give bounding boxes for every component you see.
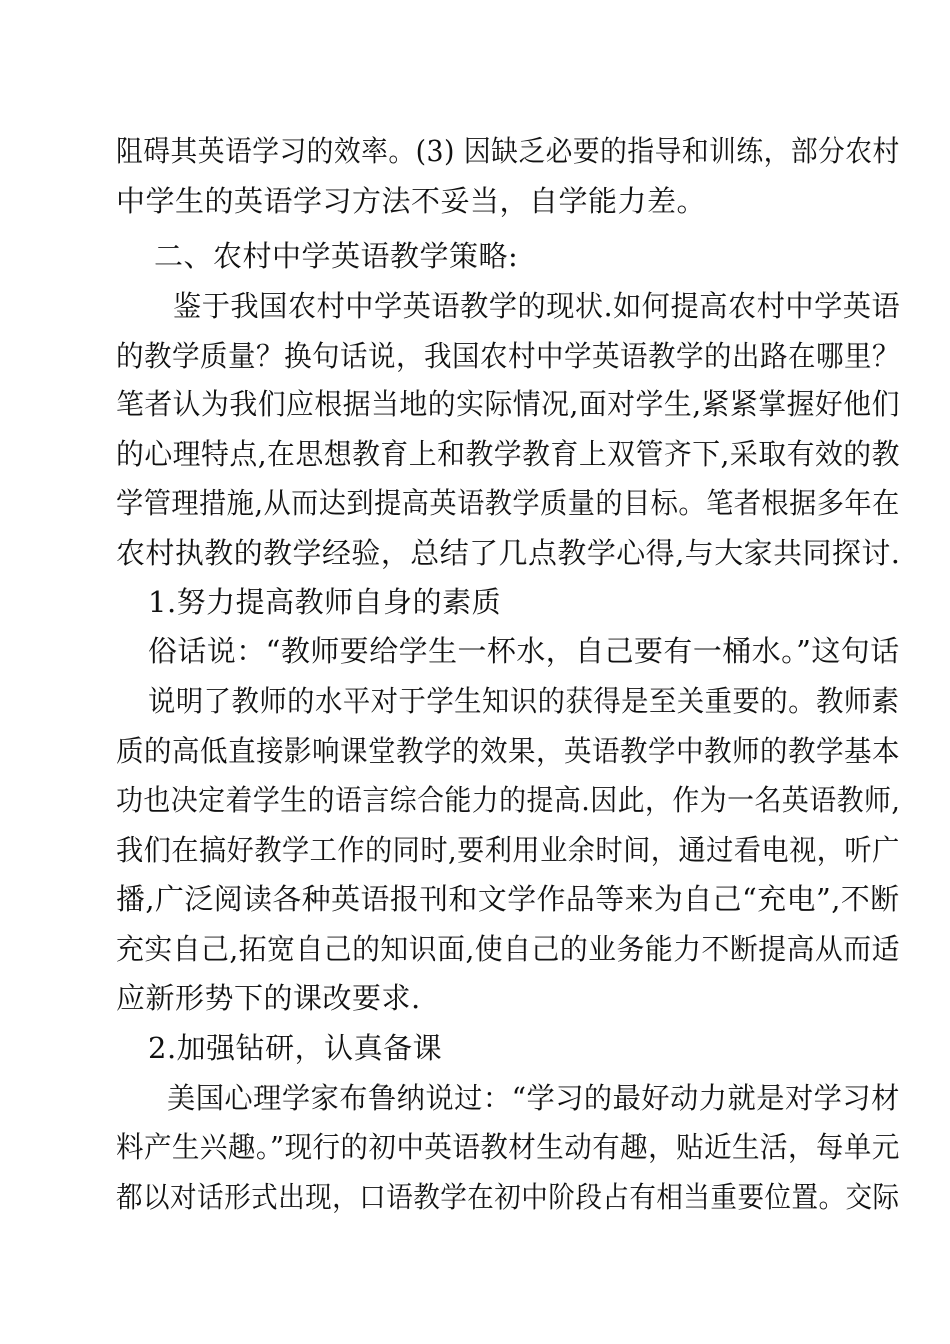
text-line: 都以对话形式出现，口语教学在初中阶段占有相当重要位置。交际	[116, 1180, 900, 1214]
text-line: 笔者认为我们应根据当地的实际情况,面对学生,紧紧掌握好他们	[116, 387, 900, 421]
text-line: 料产生兴趣。”现行的初中英语教材生动有趣，贴近生活，每单元	[116, 1130, 900, 1164]
text-line: 说明了教师的水平对于学生知识的获得是至关重要的。教师素	[148, 684, 900, 718]
text-line: 学管理措施,从而达到提高英语教学质量的目标。笔者根据多年在	[116, 486, 900, 520]
subsection-heading: 1.努力提高教师自身的素质	[148, 585, 502, 619]
section-heading: 二、农村中学英语教学策略:	[154, 239, 519, 273]
text-line: 充实自己,拓宽自己的知识面,使自己的业务能力不断提高从而适	[116, 932, 900, 966]
text-line: 鉴于我国农村中学英语教学的现状.如何提高农村中学英语	[173, 289, 901, 323]
text-line: 我们在搞好教学工作的同时,要利用业余时间，通过看电视，听广	[116, 833, 900, 867]
text-line: 质的高低直接影响课堂教学的效果，英语教学中教师的教学基本	[116, 734, 901, 768]
text-line: 俗话说：“教师要给学生一杯水，自己要有一桶水。”这句话	[148, 634, 900, 668]
subsection-heading: 2.加强钻研，认真备课	[148, 1031, 443, 1065]
text-line: 农村执教的教学经验，总结了几点教学心得,与大家共同探讨.	[116, 536, 901, 570]
text-line: 播,广泛阅读各种英语报刊和文学作品等来为自己“充电”,不断	[116, 882, 900, 916]
text-line: 功也决定着学生的语言综合能力的提高.因此，作为一名英语教师,	[116, 783, 901, 817]
text-line: 美国心理学家布鲁纳说过：“学习的最好动力就是对学习材	[167, 1081, 900, 1115]
text-line: 的教学质量？换句话说，我国农村中学英语教学的出路在哪里？	[116, 339, 901, 373]
text-line: 应新形势下的课改要求.	[116, 981, 421, 1015]
text-line: 阻碍其英语学习的效率。(3) 因缺乏必要的指导和训练，部分农村	[116, 134, 900, 168]
text-line: 中学生的英语学习方法不妥当，自学能力差。	[116, 184, 707, 218]
text-line: 的心理特点,在思想教育上和教学教育上双管齐下,采取有效的教	[116, 437, 900, 471]
